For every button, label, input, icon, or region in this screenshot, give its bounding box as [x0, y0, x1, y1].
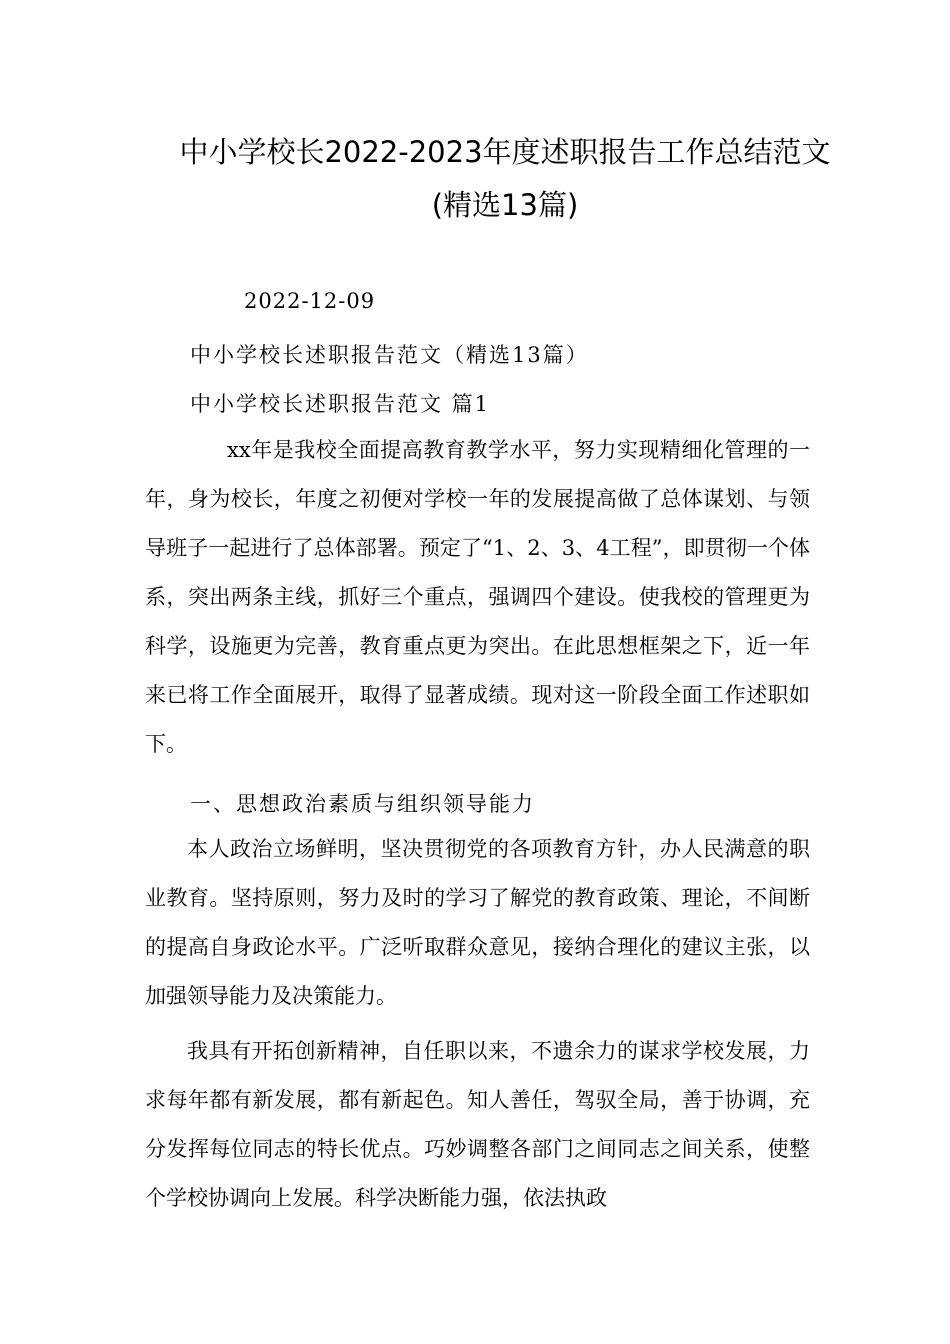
paragraph-innovation: [145, 1027, 810, 1223]
document-title: 中小学校长2022-2023年度述职报告工作总结范文: [179, 135, 831, 169]
section-heading: 一、思想政治素质与组织领导能力: [190, 792, 535, 816]
paragraph-intro: [145, 426, 810, 769]
document-title-subtitle: (精选13篇): [431, 188, 579, 222]
paragraph-text: xx年是我校全面提高教育教学水平，努力实现精细化管理的一年，身为校长，年度之初便对学校一年的发展提高做了总体谋划、与领导班子一起进行了总体部署。预定了“1、2、3、4工程”，即贯彻一个体系，突出两条主线，抓好三个重点，强调四个建设。使我校的管理更为科学，设施更为完善，教育重点更为突出。在此思想框架之下，近一年来已将工作全面展开，取得了显著成绩。现对这一阶段全面工作述职如下。: [145, 438, 810, 756]
document-date: 2022-12-09: [244, 289, 376, 313]
paragraph-text: 我具有开拓创新精神，自任职以来，不遗余力的谋求学校发展，力求每年都有新发展，都有新起色。知人善任，驾驭全局，善于协调，充分发挥每位同志的特长优点。巧妙调整各部门之间同志之间关系，使整个学校协调向上发展。科学决断能力强，依法执政: [145, 1039, 810, 1210]
paragraph-text: 本人政治立场鲜明，坚决贯彻党的各项教育方针，办人民满意的职业教育。坚持原则，努力及时的学习了解党的教育政策、理论，不间断的提高自身政论水平。广泛听取群众意见，接纳合理化的建议主张，以加强领导能力及决策能力。: [145, 837, 810, 1008]
collection-title: 中小学校长述职报告范文（精选13篇）: [190, 343, 589, 367]
section-title: 中小学校长述职报告范文 篇1: [190, 392, 491, 416]
paragraph-political: [145, 825, 810, 1021]
